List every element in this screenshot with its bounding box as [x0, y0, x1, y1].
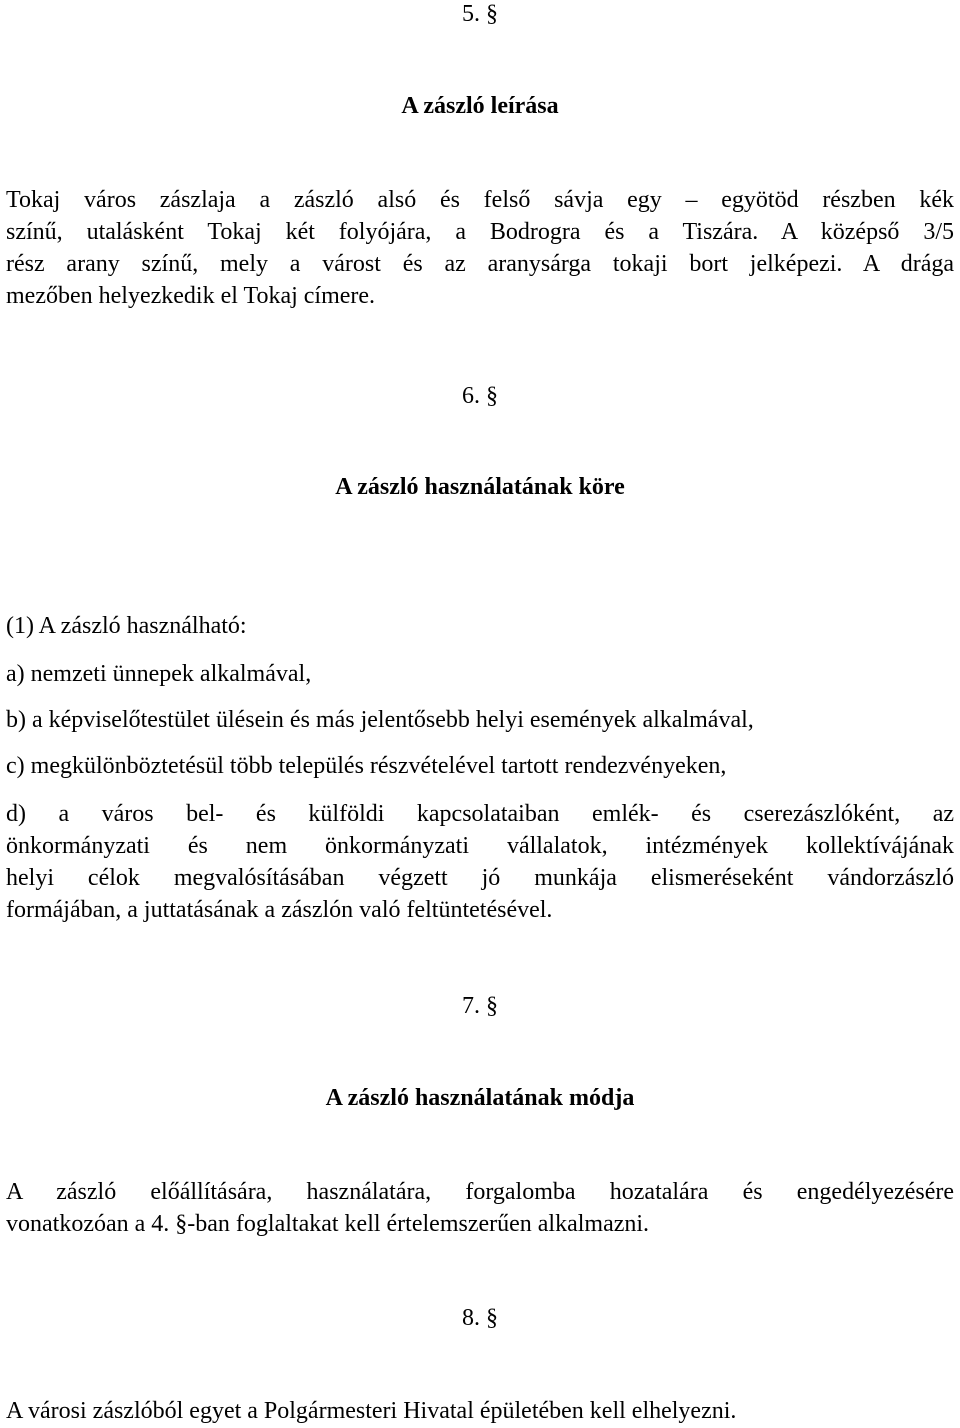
section-title-6: A zászló használatának köre — [335, 474, 625, 500]
section-number-5: 5. § — [462, 1, 498, 27]
paragraph-line: A zászló előállítására, használatára, forgalomba hozatalára és engedélyezésére — [6, 1179, 954, 1205]
section-title-5: A zászló leírása — [401, 93, 559, 119]
section-number-6: 6. § — [462, 383, 498, 409]
paragraph-line: önkormányzati és nem önkormányzati vállalatok, intézmények kollektívájának — [6, 833, 954, 859]
paragraph-line: formájában, a juttatásának a zászlón való feltüntetésével. — [6, 897, 553, 923]
list-item-a: a) nemzeti ünnepek alkalmával, — [6, 661, 312, 687]
list-item-d — [6, 800, 954, 928]
paragraph-line: helyi célok megvalósításában végzett jó munkája elismeréseként vándorzászló — [6, 865, 954, 891]
section-7-paragraph — [6, 1178, 954, 1242]
paragraph-line: Tokaj város zászlaja a zászló alsó és felső sávja egy – egyötöd részben kék — [6, 187, 954, 213]
paragraph-line: mezőben helyezkedik el Tokaj címere. — [6, 283, 376, 309]
section-8-paragraph: A városi zászlóból egyet a Polgármesteri Hivatal épületében kell elhelyezni. — [6, 1398, 737, 1424]
paragraph-line: színű, utalásként Tokaj két folyójára, a Bodrogra és a Tiszára. A középső 3/5 — [6, 219, 954, 245]
paragraph-line: rész arany színű, mely a várost és az aranysárga tokaji bort jelképezi. A drága — [6, 251, 954, 277]
section-title-7: A zászló használatának módja — [325, 1085, 635, 1111]
paragraph-line: d) a város bel- és külföldi kapcsolataiban emlék- és cserezászlóként, az — [6, 801, 954, 827]
section-6-intro: (1) A zászló használható: — [6, 613, 247, 639]
section-5-paragraph — [6, 186, 954, 314]
list-item-c: c) megkülönböztetésül több település részvételével tartott rendezvényeken, — [6, 753, 727, 779]
section-number-8: 8. § — [462, 1305, 498, 1331]
list-item-b: b) a képviselőtestület ülésein és más jelentősebb helyi események alkalmával, — [6, 707, 754, 733]
section-number-7: 7. § — [462, 993, 498, 1019]
paragraph-line: vonatkozóan a 4. §-ban foglaltakat kell értelemszerűen alkalmazni. — [6, 1211, 650, 1237]
